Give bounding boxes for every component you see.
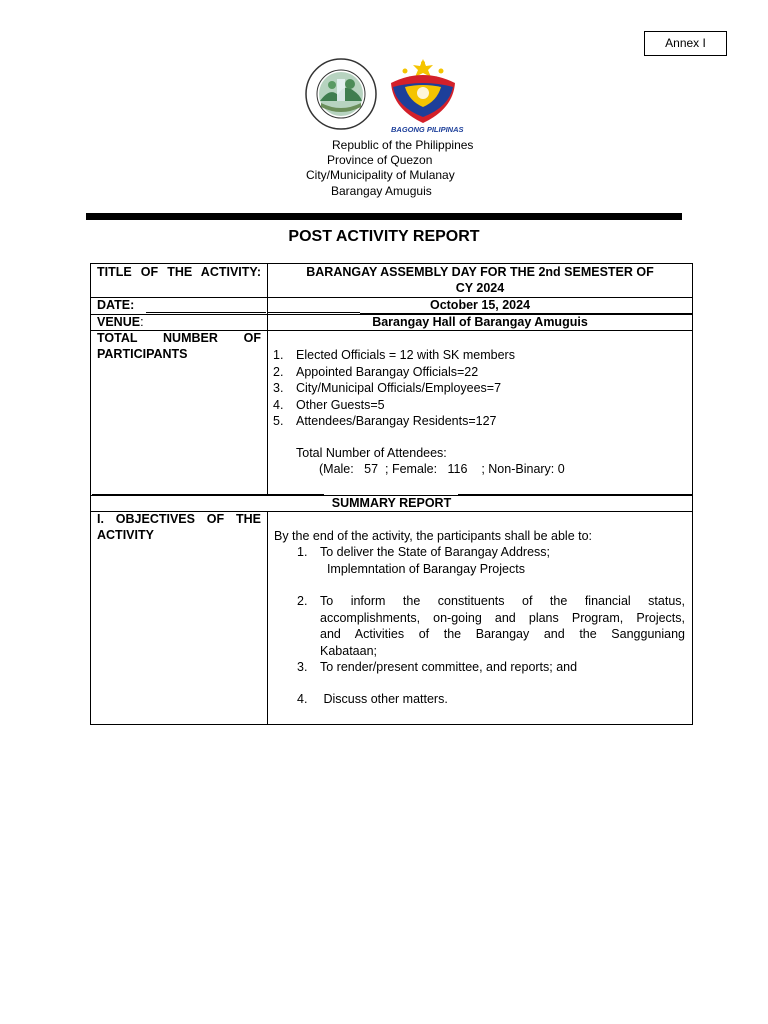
underline-decoration (146, 312, 266, 313)
bagong-pilipinas-logo (383, 57, 463, 137)
objectives-label-line-1-text: I. OBJECTIVES OF THE (97, 512, 261, 526)
title-label-text: TITLE OF THE ACTIVITY: (97, 265, 261, 279)
total-attendees-breakdown: (Male: 57 ; Female: 116 ; Non-Binary: 0 (319, 462, 565, 476)
objectives-label-line-2: ACTIVITY (97, 528, 154, 542)
address-line-1: Republic of the Philippines (332, 138, 474, 152)
title-value-line-1: BARANGAY ASSEMBLY DAY FOR THE 2nd SEMESTER OF (306, 265, 654, 279)
underline-decoration (360, 313, 692, 314)
underline-decoration (458, 494, 692, 495)
title-label (97, 264, 261, 281)
list-item: 1. Elected Officials = 12 with SK members (273, 348, 515, 362)
objective-item: 2. To inform the constituents of the financial status, accomplishments, on-going and plans Program, Projects, and Activities of the Barangay and the Sangguniang Kabataan; (297, 594, 685, 658)
page-title: POST ACTIVITY REPORT (288, 228, 480, 245)
address-line-3: City/Municipality of Mulanay (306, 168, 455, 182)
participants-label-line-1-text: TOTAL NUMBER OF (97, 331, 261, 345)
underline-decoration (268, 312, 360, 313)
address-line-4: Barangay Amuguis (331, 184, 432, 198)
objective-item: 1. To deliver the State of Barangay Address; Implemntation of Barangay Projects (297, 545, 550, 576)
column-divider-bottom (267, 512, 268, 725)
date-label: DATE: (97, 298, 135, 312)
summary-report-header: SUMMARY REPORT (331, 496, 452, 510)
list-item: 4. Other Guests=5 (273, 397, 385, 412)
participants-list (273, 347, 673, 430)
list-item: 2. Appointed Barangay Officials=22 (273, 364, 479, 379)
objectives-label-line-1 (97, 511, 261, 528)
objective-item: 4. Discuss other matters. (297, 692, 448, 706)
participants-label-line-1 (97, 330, 261, 347)
participants-label-line-2: PARTICIPANTS (97, 347, 188, 361)
total-attendees-label: Total Number of Attendees: (296, 446, 447, 460)
venue-label (97, 314, 144, 331)
barangay-seal-logo (304, 57, 378, 131)
date-value: October 15, 2024 (429, 298, 531, 312)
address-line-2: Province of Quezon (327, 153, 433, 167)
logo-caption: BAGONG PILIPINAS (391, 125, 464, 134)
list-item: 5. Attendees/Barangay Residents=127 (273, 414, 497, 428)
header-divider (86, 213, 682, 220)
objective-item: 3. To render/present committee, and reports; and (297, 660, 578, 674)
list-item: 3. City/Municipal Officials/Employees=7 (273, 381, 502, 395)
underline-decoration (92, 494, 324, 495)
annex-label: Annex I (644, 31, 727, 56)
title-value-line-2: CY 2024 (455, 281, 505, 295)
venue-value: Barangay Hall of Barangay Amuguis (372, 315, 588, 329)
objectives-intro: By the end of the activity, the participants shall be able to: (274, 529, 593, 543)
venue-label-text: VENUE (97, 315, 141, 329)
venue-label-colon: : (140, 315, 144, 329)
